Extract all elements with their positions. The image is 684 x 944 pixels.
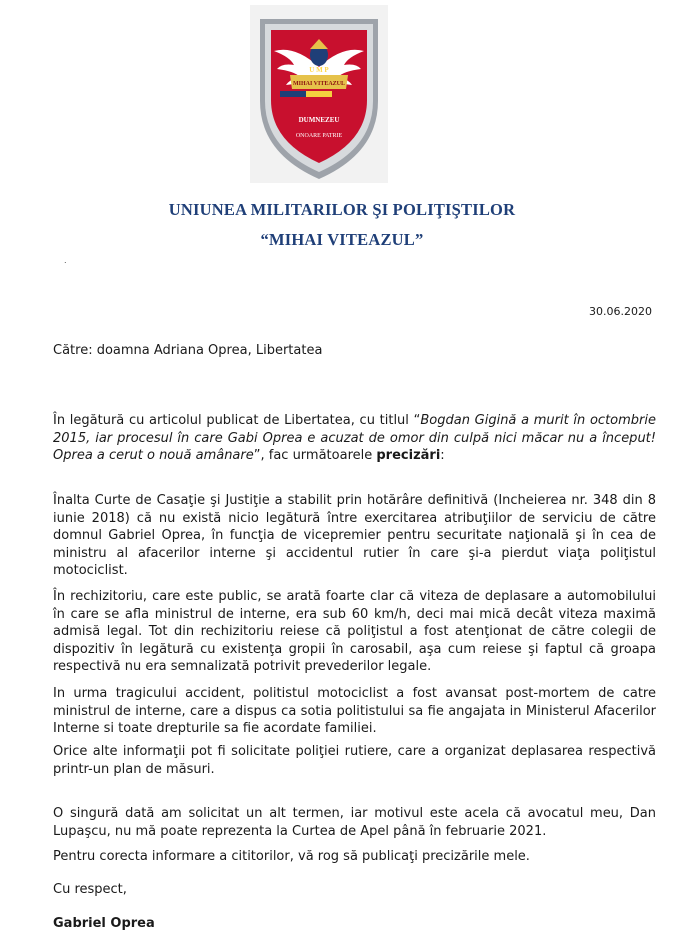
paragraph-aftermath: In urma tragicului accident, politistul motociclist a fost avansat post-mortem de catre ministrul de interne, care a dispus ca sotia politistului sa fie angajata in Ministerul Afacerilor Interne si toate drepturile sa fie acordate familiei.: [53, 686, 656, 736]
closing-line: Cu respect,: [53, 882, 127, 897]
intro-paragraph: [53, 412, 656, 465]
intro-prefix: În legătură cu articolul publicat de Libertatea, cu titlul “: [53, 413, 421, 428]
logo-motto-line2: ONOARE PATRIE: [295, 133, 343, 139]
letter-date: 30.06.2020: [589, 305, 652, 318]
paragraph-court-ruling: Înalta Curte de Casaţie şi Justiţie a stabilit prin hotărâre definitivă (Incheierea nr. 348 din 8 iunie 2018) că nu există nicio legătură între exercitarea atribuţiilor de serviciu de către domnul Gabriel Oprea, în funcţia de vicepremier pentru securitate naţională şi în cea de ministru al afacerilor interne şi accidentul rutier în care şi-a pierdut viaţa poliţistul motociclist.: [53, 493, 656, 578]
article-title: Bogdan Gigină a murit în octombrie 2015, iar procesul în care Gabi Oprea e acuzat de omor din culpă nici măcar nu a început! Oprea a cerut o nouă amânare: [53, 413, 656, 463]
stray-dot: .: [64, 256, 67, 265]
intro-middle: ”, fac următoarele: [253, 448, 377, 463]
paragraph-postponement: O singură dată am solicitat un alt termen, iar motivul este acela că avocatul meu, Dan Lupaşcu, nu mă poate reprezenta la Curtea de Apel până în februarie 2021.: [53, 806, 656, 839]
organization-subtitle: “MIHAI VITEAZUL”: [260, 230, 424, 249]
recipient-line: Către: doamna Adriana Oprea, Libertatea: [53, 343, 323, 358]
paragraph-request: Pentru corecta informare a cititorilor, vă rog să publicaţi precizările mele.: [53, 849, 530, 864]
organization-name: UNIUNEA MILITARILOR ŞI POLIŢIŞTILOR: [168, 200, 516, 219]
organization-logo: [250, 5, 388, 183]
logo-motto-line1: DUMNEZEU: [298, 116, 340, 124]
intro-suffix: :: [440, 448, 445, 463]
shield-emblem: [250, 5, 388, 183]
logo-abbrev: U M P: [309, 66, 329, 74]
paragraph-further-info: Orice alte informaţii pot fi solicitate poliţiei rutiere, care a organizat deplasarea respectivă printr-un plan de măsuri.: [53, 744, 656, 777]
paragraph-indictment: În rechizitoriu, care este public, se arată foarte clar că viteza de deplasare a automobilului în care se afla ministrul de interne, era sub 60 km/h, deci mai mică decât viteza maximă admisă legal. Tot din rechizitoriu reiese că poliţistul a fost atenţionat de către colegii de dispozitiv în legătură cu existenţa gropii în carosabil, aşa cum reiese şi faptul că groapa respectivă nu era semnalizată potrivit prevederilor legale.: [53, 589, 656, 674]
signature: Gabriel Oprea: [53, 916, 155, 931]
intro-bold-word: precizări: [376, 448, 441, 463]
logo-banner: MIHAI VITEAZUL: [292, 81, 346, 87]
